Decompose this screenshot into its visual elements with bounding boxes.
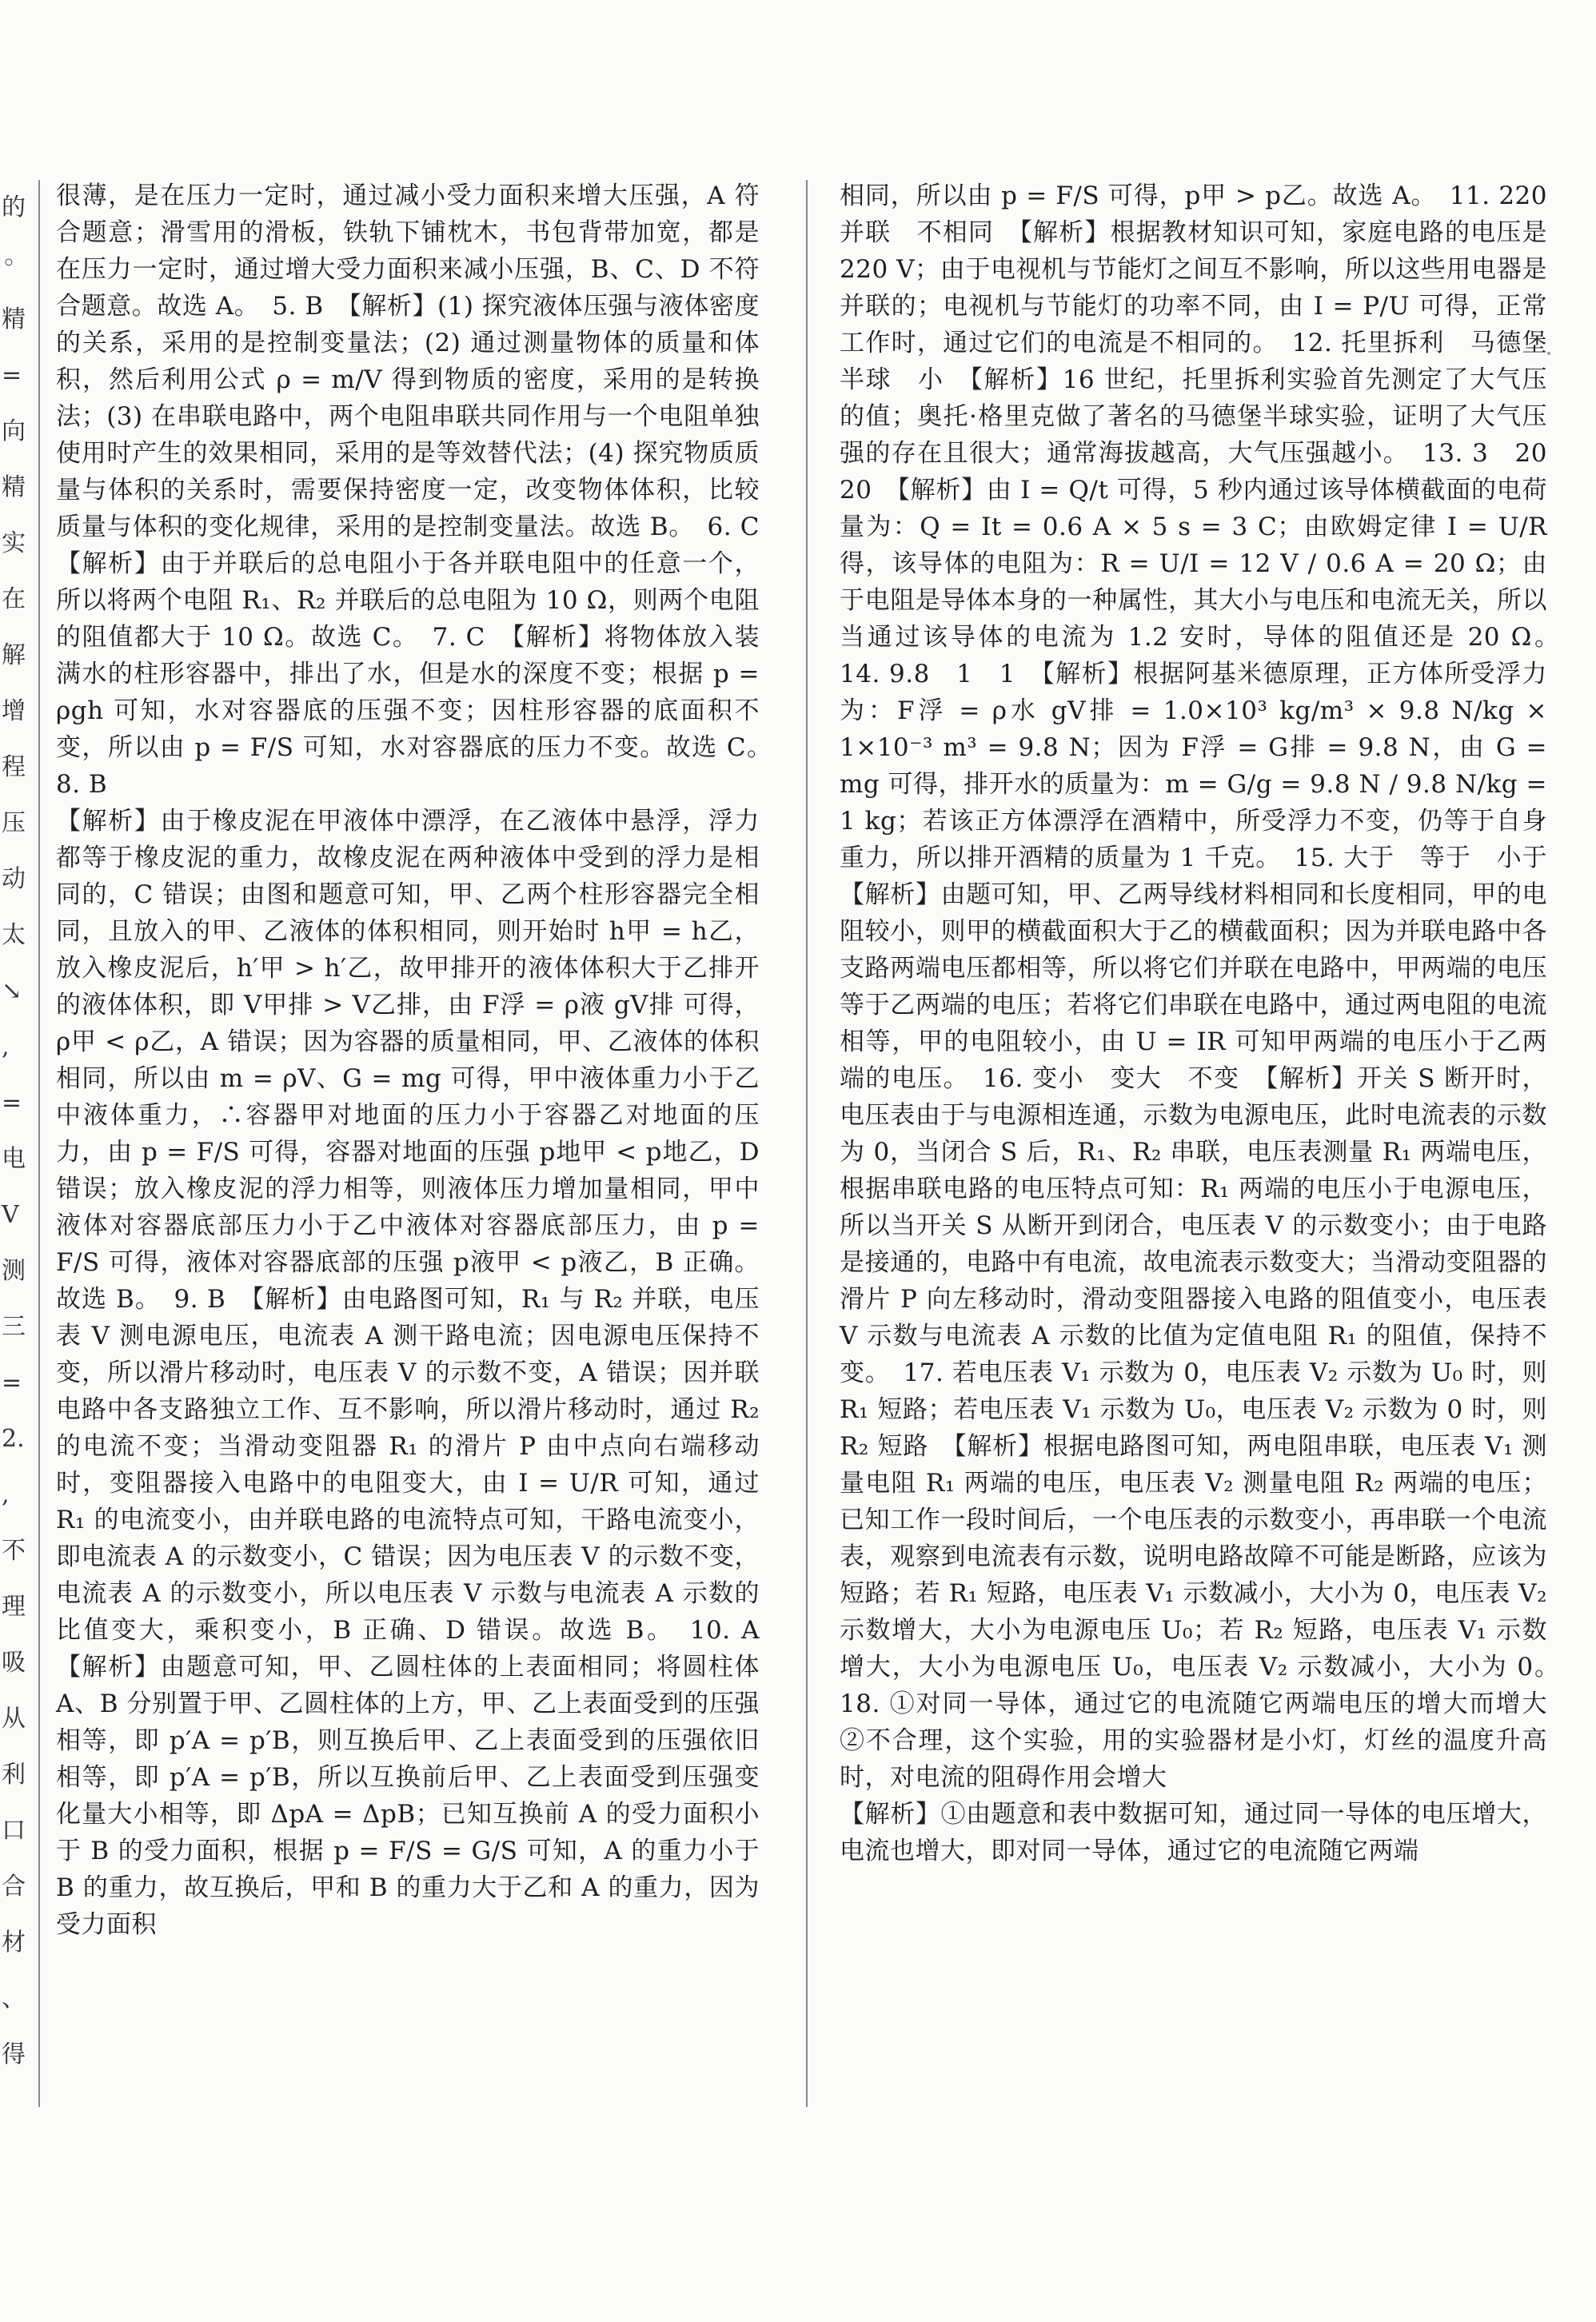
left-paragraph-2: 【解析】由于橡皮泥在甲液体中漂浮，在乙液体中悬浮，浮力都等于橡皮泥的重力，故橡皮泥在两种液体中受到的浮力是相同的，C 错误；由图和题意可知，甲、乙两个柱形容器完全相同，且放入的甲、乙液体的体积相同，则开始时 h甲 = h乙，放入橡皮泥后，h′甲 > h′乙，故甲排开的液体体积大于乙排开的液体体积，即 V甲排 > V乙排，由 F浮 = ρ液 gV排 可得，ρ甲 < ρ乙，A 错误；因为容器的质量相同，甲、乙液体的体积相同，所以由 m = ρV、G = mg 可得，甲中液体重力小于乙中液体重力，∴容器甲对地面的压力小于容器乙对地面的压力，由 p = F/S 可得，容器对地面的压强 p地甲 < p地乙，D 错误；放入橡皮泥的浮力相等，则液体压力增加量相同，甲中液体对容器底部压力小于乙中液体对容器底部压力，由 p = F/S 可得，液体对容器底部的压强 p液甲 < p液乙，B 正确。故选 B。 9. B 【解析】由电路图可知，R₁ 与 R₂ 并联，电压表 V 测电源电压，电流表 A 测干路电流；因电源电压保持不变，所以滑片移动时，电压表 V 的示数不变，A 错误；因并联电路中各支路独立工作、互不影响，所以滑片移动时，通过 R₂ 的电流不变；当滑动变阻器 R₁ 的滑片 P 由中点向右端移动时，变阻器接入电路中的电阻变大，由 I = U/R 可知，通过 R₁ 的电流变小，由并联电路的电流特点可知，干路电流变小，即电流表 A 的示数变小，C 错误；因为电压表 V 的示数不变，电流表 A 的示数变小，所以电压表 V 示数与电流表 A 示数的比值变大，乘积变小，B 正确、D 错误。故选 B。 10. A 【解析】由题意可知，甲、乙圆柱体的上表面相同；将圆柱体 A、B 分别置于甲、乙圆柱体的上方，甲、乙上表面受到的压强相等，即 p′A = p′B，则互换后甲、乙上表面受到的压强依旧相等，即 p′A = p′B，所以互换前后甲、乙上表面受到压强变化量大小相等，即 ΔpA = ΔpB；已知互换前 A 的受力面积小于 B 的受力面积，根据 p = F/S = G/S 可知，A 的重力小于 B 的重力，故互换后，甲和 B 的重力大于乙和 A 的重力，因为受力面积 (56, 807, 785, 1939)
edge-fragment: = (2, 1089, 22, 1117)
edge-fragment: 材 (2, 1929, 26, 1957)
edge-fragment: 得 (2, 2041, 26, 2069)
column-rule-middle (806, 180, 808, 2107)
edge-fragment: 程 (2, 753, 26, 781)
edge-fragment: 精 (2, 305, 26, 333)
edge-fragment: 精 (2, 473, 26, 501)
edge-fragment: = (2, 361, 22, 389)
edge-fragment: V (2, 1201, 19, 1229)
edge-fragment: , (2, 1481, 10, 1509)
edge-fragment: 压 (2, 809, 26, 837)
left-paragraph-1: 很薄，是在压力一定时，通过减小受力面积来增大压强，A 符合题意；滑雪用的滑板，铁轨下铺枕木，书包背带加宽，都是在压力一定时，通过增大受力面积来减小压强，B、C、D 不符合题意。故选 A。 5. B 【解析】(1) 探究液体压强与液体密度的关系，采用的是控制变量法；(2) 通过测量物体的质量和体积，然后利用公式 ρ = m/V 得到物质的密度，采用的是转换法；(3) 在串联电路中，两个电阻串联共同作用与一个电阻单独使用时产生的效果相同，采用的是等效替代法；(4) 探究物质质量与体积的关系时，需要保持密度一定，改变物体体积，比较质量与体积的变化规律，采用的是控制变量法。故选 B。 6. C 【解析】由于并联后的总电阻小于各并联电阻中的任意一个，所以将两个电阻 R₁、R₂ 并联后的总电阻为 10 Ω，则两个电阻的阻值都大于 10 Ω。故选 C。 7. C 【解析】将物体放入装满水的柱形容器中，排出了水，但是水的深度不变；根据 p = ρgh 可知，水对容器底的压强不变；因柱形容器的底面积不变，所以由 p = F/S 可知，水对容器底的压力不变。故选 C。 8. B (56, 182, 785, 799)
page-speck (1547, 352, 1550, 355)
edge-fragment: 电 (2, 1145, 26, 1173)
edge-fragment: 理 (2, 1593, 26, 1621)
edge-fragment: 口 (2, 1817, 26, 1845)
edge-fragment: 吸 (2, 1649, 26, 1677)
column-rule-left (38, 180, 40, 2107)
edge-fragment: ↘ (2, 977, 22, 1005)
edge-fragment: 增 (2, 697, 26, 725)
edge-fragment: 合 (2, 1873, 26, 1901)
edge-fragment: 解 (2, 641, 26, 669)
left-edge-fragments (0, 180, 29, 2083)
left-column (56, 178, 785, 1943)
edge-fragment: 向 (2, 417, 26, 445)
edge-fragment: 2. (2, 1425, 25, 1453)
edge-fragment: 实 (2, 529, 26, 557)
edge-fragment: ◦ (2, 249, 16, 277)
edge-fragment: , (2, 1033, 10, 1061)
edge-fragment: 从 (2, 1705, 26, 1733)
right-paragraph-1: 相同，所以由 p = F/S 可得，p甲 > p乙。故选 A。 11. 220 并联 不相同 【解析】根据教材知识可知，家庭电路的电压是 220 V；由于电视机与节能灯之间互不影响，所以这些用电器是并联的；电视机与节能灯的功率不同，由 I = P/U 可得，正常工作时，通过它们的电流是不相同的。 12. 托里拆利 马德堡半球 小 【解析】16 世纪，托里拆利实验首先测定了大气压的值；奥托·格里克做了著名的马德堡半球实验，证明了大气压强的存在且很大；通常海拔越高，大气压强越小。 13. 3 20 20 【解析】由 I = Q/t 可得，5 秒内通过该导体横截面的电荷量为：Q = It = 0.6 A × 5 s = 3 C；由欧姆定律 I = U/R 得，该导体的电阻为：R = U/I = 12 V / 0.6 A = 20 Ω；由于电阻是导体本身的一种属性，其大小与电压和电流无关，所以当通过该导体的电流为 1.2 安时，导体的阻值还是 20 Ω。 14. 9.8 1 1 【解析】根据阿基米德原理，正方体所受浮力为：F浮 = ρ水 gV排 = 1.0×10³ kg/m³ × 9.8 N/kg × 1×10⁻³ m³ = 9.8 N；因为 F浮 = G排 = 9.8 N，由 G = mg 可得，排开水的质量为：m = G/g = 9.8 N / 9.8 N/kg = 1 kg；若该正方体漂浮在酒精中，所受浮力不变，仍等于自身重力，所以排开酒精的质量为 1 千克。 15. 大于 等于 小于 【解析】由题可知，甲、乙两导线材料相同和长度相同，甲的电阻较小，则甲的横截面积大于乙的横截面积；因为并联电路中各支路两端电压都相等，所以将它们并联在电路中，甲两端的电压等于乙两端的电压；若将它们串联在电路中，通过两电阻的电流相等，甲的电阻较小，由 U = IR 可知甲两端的电压小于乙两端的电压。 16. 变小 变大 不变 【解析】开关 S 断开时，电压表由于与电源相连通，示数为电源电压，此时电流表的示数为 0，当闭合 S 后，R₁、R₂ 串联，电压表测量 R₁ 两端电压，根据串联电路的电压特点可知：R₁ 两端的电压小于电源电压，所以当开关 S 从断开到闭合，电压表 V 的示数变小；由于电路是接通的，电路中有电流，故电流表示数变大；当滑动变阻器的滑片 P 向左移动时，滑动变阻器接入电路的阻值变小，电压表 V 示数与电流表 A 示数的比值为定值电阻 R₁ 的阻值，保持不变。 17. 若电压表 V₁ 示数为 0，电压表 V₂ 示数为 U₀ 时，则 R₁ 短路；若电压表 V₁ 示数为 U₀，电压表 V₂ 示数为 0 时，则 R₂ 短路 【解析】根据电路图可知，两电阻串联，电压表 V₁ 测量电阻 R₁ 两端的电压，电压表 V₂ 测量电阻 R₂ 两端的电压；已知工作一段时间后，一个电压表的示数变小，再串联一个电流表，观察到电流表有示数，说明电路故障不可能是断路，应该为短路；若 R₁ 短路，电压表 V₁ 示数减小，大小为 0，电压表 V₂ 示数增大，大小为电源电压 U₀；若 R₂ 短路，电压表 V₁ 示数增大，大小为电源电压 U₀，电压表 V₂ 示数减小，大小为 0。 18. ①对同一导体，通过它的电流随它两端电压的增大而增大 ②不合理，这个实验，用的实验器材是小灯，灯丝的温度升高时，对电流的阻碍作用会增大 (840, 182, 1573, 1792)
edge-fragment: 测 (2, 1257, 26, 1285)
edge-fragment: 动 (2, 865, 26, 893)
edge-fragment: 在 (2, 585, 26, 613)
edge-fragment: 太 (2, 921, 26, 949)
edge-fragment: 利 (2, 1761, 26, 1789)
edge-fragment: 不 (2, 1537, 26, 1565)
edge-fragment: = (2, 1369, 22, 1397)
edge-fragment: 的 (2, 194, 26, 221)
right-column (840, 178, 1573, 1869)
edge-fragment: 三 (2, 1313, 26, 1341)
edge-fragment: 、 (2, 1985, 26, 2013)
right-paragraph-2: 【解析】①由题意和表中数据可知，通过同一导体的电压增大，电流也增大，即对同一导体，通过它的电流随它两端 (840, 1800, 1547, 1865)
